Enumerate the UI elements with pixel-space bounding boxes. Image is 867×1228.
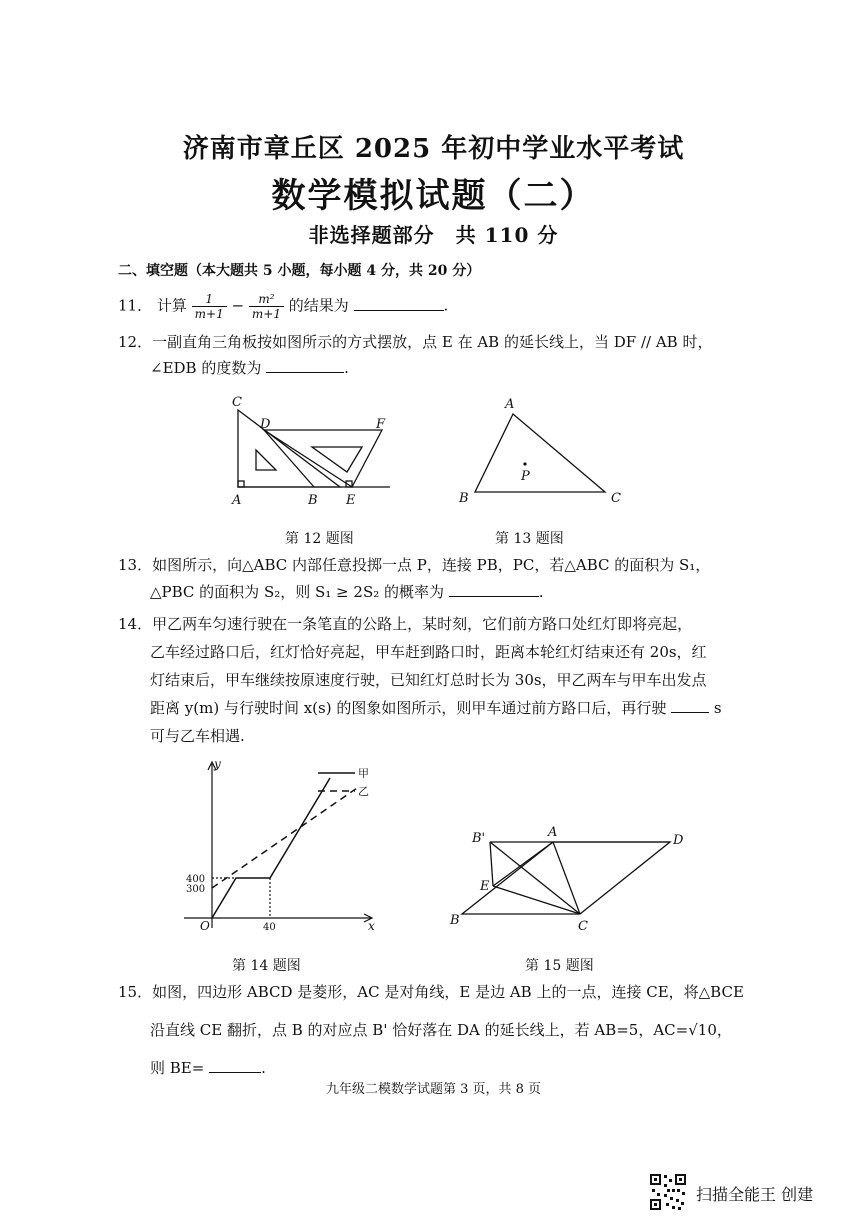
label-a: A — [548, 825, 558, 840]
y-axis-label: y — [214, 758, 221, 771]
exam-title: 济南市章丘区 2025 年初中学业水平考试 — [182, 134, 685, 164]
figure-15-caption: 第 15 题图 — [525, 958, 594, 974]
line-ce — [493, 886, 580, 914]
question-13-line2 — [150, 582, 544, 602]
line-b1e — [490, 842, 493, 886]
label-b: B — [459, 491, 469, 506]
minus-sign: − — [231, 296, 245, 315]
label-a: A — [232, 493, 242, 508]
figure-13 — [455, 392, 635, 512]
question-12-line2 — [150, 358, 349, 378]
part-title: 非选择题部分 共 110 分 — [308, 223, 559, 247]
question-text: ∠EDB 的度数为 — [150, 359, 262, 377]
label-b: B — [450, 913, 460, 928]
point-p — [523, 462, 526, 465]
figure-12-caption: 第 12 题图 — [285, 531, 354, 547]
question-13 — [118, 555, 710, 575]
x-axis-label: x — [368, 919, 375, 933]
question-text: 的结果为 — [288, 296, 349, 315]
fraction-numerator: 1 — [192, 292, 227, 307]
question-14-line3: 灯结束后，甲车继续按原速度行驶，已知红灯总时长为 30s，甲乙两车与甲车出发点 — [150, 671, 707, 689]
label-d: D — [673, 833, 684, 848]
question-text: 一副直角三角板按如图所示的方式摆放，点 E 在 AB 的延长线上，当 DF // AB 时， — [152, 333, 713, 351]
fraction-denominator: m+1 — [194, 307, 224, 321]
label-c: C — [611, 491, 621, 506]
question-14 — [118, 614, 692, 634]
label-c: C — [578, 919, 588, 932]
label-p: P — [521, 469, 530, 484]
answer-blank[interactable] — [209, 1058, 261, 1073]
scanner-watermark — [648, 1170, 858, 1214]
period: . — [443, 296, 449, 315]
line-ea — [493, 842, 553, 886]
figure-12 — [222, 392, 402, 514]
question-15 — [118, 982, 744, 1002]
tick-300: 300 — [186, 884, 206, 895]
inner-triangle-1 — [256, 450, 276, 470]
fraction-2 — [249, 292, 284, 321]
label-e: E — [480, 879, 490, 894]
question-14-line5: 可与乙车相遇. — [150, 727, 245, 745]
period: . — [538, 583, 544, 601]
question-text: 距离 y(m) 与行驶时间 x(s) 的图象如图所示，则甲车通过前方路口后，再行驶 — [150, 699, 667, 717]
label-d: D — [260, 417, 271, 432]
question-12 — [118, 332, 712, 352]
figure-14-graph — [180, 758, 380, 938]
question-11 — [118, 292, 448, 321]
set-square — [264, 430, 382, 487]
label-f: F — [376, 417, 386, 432]
right-angle-mark — [238, 481, 244, 487]
line-yi — [212, 786, 360, 888]
question-text: 如图，四边形 ABCD 是菱形，AC 是对角线，E 是边 AB 上的一点，连接 CE，将△BCE — [152, 983, 744, 1001]
question-text: 计算 — [156, 296, 187, 315]
question-15-line2: 沿直线 CE 翻折，点 B 的对应点 B' 恰好落在 DA 的延长线上，若 AB=5，AC=√10， — [150, 1021, 732, 1039]
unit: s — [713, 699, 722, 717]
line-jia — [212, 778, 330, 918]
answer-blank[interactable] — [449, 582, 539, 597]
question-number: 12． — [118, 333, 153, 351]
question-15-line3 — [150, 1058, 266, 1078]
question-number: 13． — [118, 556, 153, 574]
label-e: E — [346, 493, 356, 508]
page-footer: 九年级二模数学试题第 3 页，共 8 页 — [325, 1082, 542, 1097]
label-c: C — [232, 395, 242, 410]
question-text: 如图所示，向△ABC 内部任意投掷一点 P，连接 PB，PC，若△ABC 的面积为 S₁， — [152, 556, 711, 574]
tick-400: 400 — [186, 874, 206, 885]
inner-triangle-2 — [312, 447, 362, 472]
answer-blank[interactable] — [266, 358, 344, 373]
figure-14-caption: 第 14 题图 — [232, 958, 301, 974]
figure-15 — [440, 822, 700, 932]
label-b-prime: B' — [472, 831, 486, 846]
question-14-line4 — [150, 698, 722, 718]
question-14-line2: 乙车经过路口后，红灯恰好亮起，甲车赶到路口时，距离本轮红灯结束还有 20s，红 — [150, 643, 707, 661]
answer-blank[interactable] — [671, 698, 709, 713]
triangle-abc — [475, 414, 605, 492]
question-number: 14． — [118, 615, 153, 633]
question-text: 甲乙两车匀速行驶在一条笔直的公路上，某时刻，它们前方路口处红灯即将亮起， — [152, 615, 693, 633]
paper-title: 数学模拟试题（二） — [271, 176, 596, 216]
fraction-numerator: m² — [249, 292, 284, 307]
fraction-1 — [192, 292, 227, 321]
big-triangle — [238, 410, 340, 487]
answer-blank[interactable] — [354, 296, 444, 311]
period: . — [261, 1059, 266, 1077]
section-heading: 二、填空题（本大题共 5 小题，每小题 4 分，共 20 分） — [118, 263, 481, 279]
origin-label: O — [200, 919, 210, 933]
figure-13-caption: 第 13 题图 — [495, 531, 564, 547]
fraction-denominator: m+1 — [251, 307, 281, 321]
qr-code-icon — [648, 1172, 688, 1212]
label-a: A — [505, 397, 515, 412]
line-db — [264, 430, 314, 487]
legend-yi: 乙 — [358, 785, 369, 798]
legend-jia: 甲 — [358, 767, 369, 780]
label-b: B — [308, 493, 318, 508]
question-text: 则 BE= — [150, 1059, 205, 1077]
watermark-text: 扫描全能王 创建 — [696, 1185, 814, 1204]
period: . — [344, 359, 349, 377]
question-number: 15． — [118, 983, 153, 1001]
tick-40: 40 — [263, 922, 276, 933]
question-text: △PBC 的面积为 S₂，则 S₁ ≥ 2S₂ 的概率为 — [150, 583, 444, 601]
question-number: 11． — [118, 296, 153, 315]
